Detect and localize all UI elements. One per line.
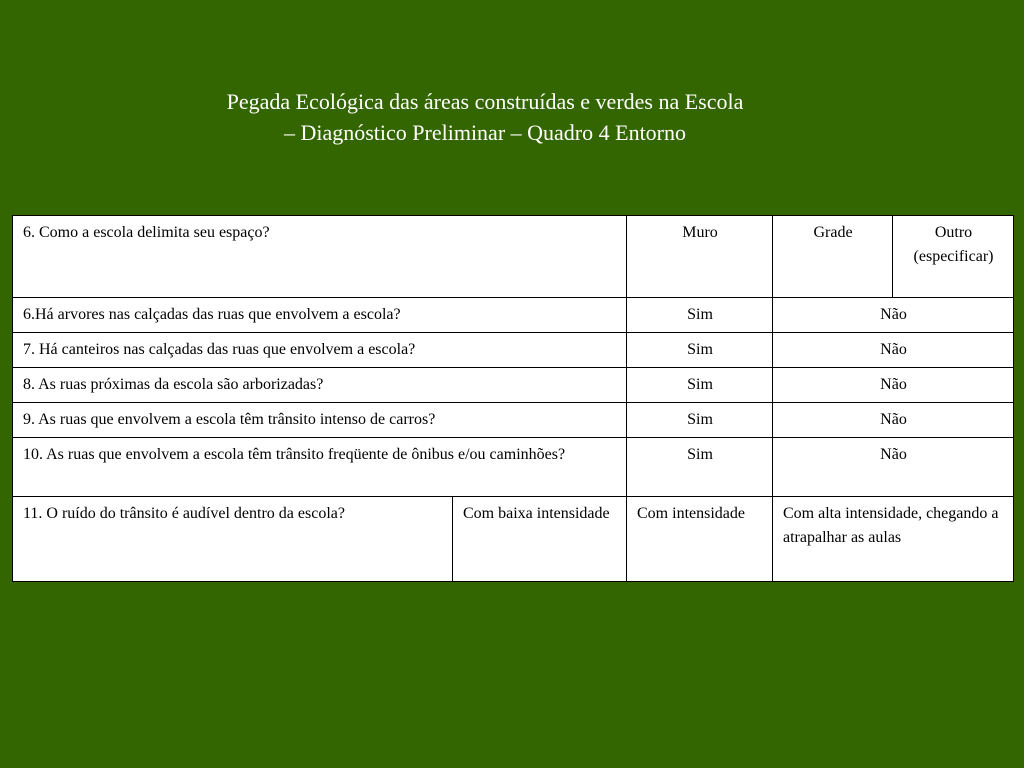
table-row-q11: [13, 497, 1014, 582]
option-nao: Não: [773, 368, 1014, 403]
question-cell: 10. As ruas que envolvem a escola têm trânsito freqüente de ônibus e/ou caminhões?: [13, 438, 627, 497]
table-row-q6-trees: [13, 298, 1014, 333]
option-nao: Não: [773, 403, 1014, 438]
option-high-intensity: Com alta intensidade, chegando a atrapalhar as aulas: [773, 497, 1014, 582]
option-sim: Sim: [627, 298, 773, 333]
option-grade: Grade: [773, 216, 893, 298]
table-row-q7: [13, 333, 1014, 368]
option-nao: Não: [773, 298, 1014, 333]
slide-title: [130, 86, 840, 148]
option-muro: Muro: [627, 216, 773, 298]
title-line-1: Pegada Ecológica das áreas construídas e verdes na Escola: [226, 89, 744, 114]
option-outro: Outro (especificar): [893, 216, 1014, 298]
option-sim: Sim: [627, 403, 773, 438]
option-sim: Sim: [627, 438, 773, 497]
table-row-q9: [13, 403, 1014, 438]
option-sim: Sim: [627, 333, 773, 368]
question-cell: 6. Como a escola delimita seu espaço?: [13, 216, 627, 298]
table-row-q10: [13, 438, 1014, 497]
option-intensity: Com intensidade: [627, 497, 773, 582]
question-cell: 11. O ruído do trânsito é audível dentro da escola?: [13, 497, 453, 582]
table-row-q6-boundary: [13, 216, 1014, 298]
table-row-q8: [13, 368, 1014, 403]
question-cell: 8. As ruas próximas da escola são arborizadas?: [13, 368, 627, 403]
question-cell: 7. Há canteiros nas calçadas das ruas que envolvem a escola?: [13, 333, 627, 368]
option-nao: Não: [773, 438, 1014, 497]
question-cell: 9. As ruas que envolvem a escola têm trânsito intenso de carros?: [13, 403, 627, 438]
option-nao: Não: [773, 333, 1014, 368]
question-cell: 6.Há arvores nas calçadas das ruas que envolvem a escola?: [13, 298, 627, 333]
survey-table: [12, 215, 1014, 582]
title-line-2: – Diagnóstico Preliminar – Quadro 4 Entorno: [283, 120, 687, 145]
option-low-intensity: Com baixa intensidade: [453, 497, 627, 582]
option-sim: Sim: [627, 368, 773, 403]
